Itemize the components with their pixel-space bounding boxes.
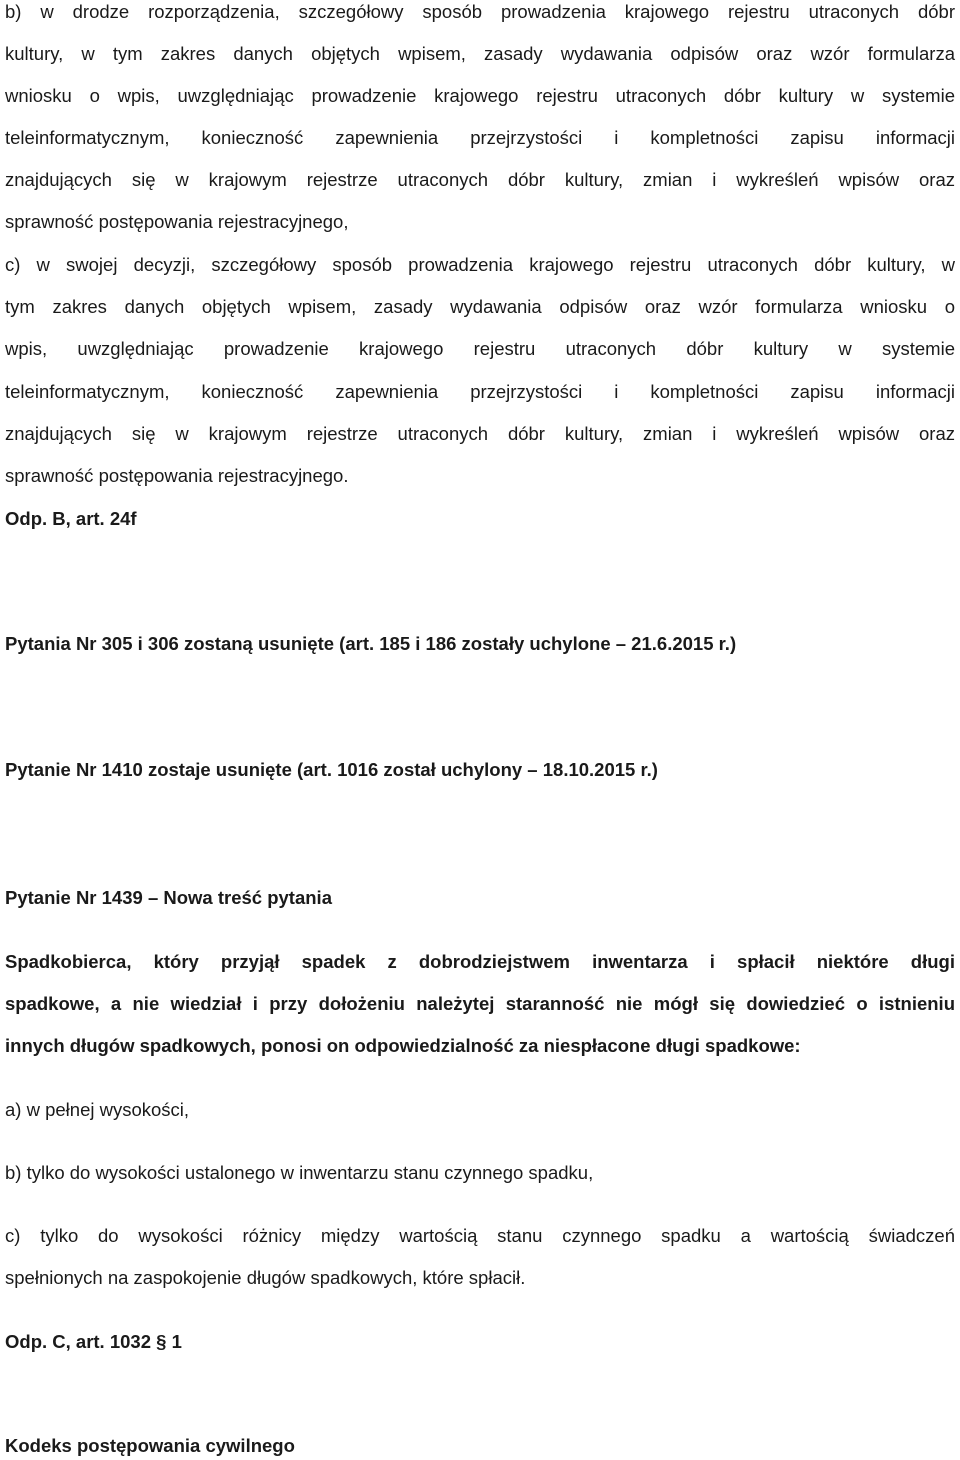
removal-note-1: Pytania Nr 305 i 306 zostaną usunięte (art. 185 i 186 zostały uchylone – 21.6.2015 r.): [5, 633, 737, 654]
option-b-line-3: wniosku o wpis, uwzględniając prowadzenie krajowego rejestru utraconych dóbr kultury w systemie: [5, 85, 955, 106]
answer-reference-2: [5, 1330, 955, 1354]
question-line-2: spadkowe, a nie wiedział i przy dołożeniu należytej staranność nie mógł się dowiedzieć o istnieniu: [5, 993, 955, 1014]
option-c-line-3: wpis, uwzględniając prowadzenie krajowego rejestru utraconych dóbr kultury w systemie: [5, 338, 955, 359]
option-b-line-1: b) w drodze rozporządzenia, szczegółowy sposób prowadzenia krajowego rejestru utraconych dóbr: [5, 1, 955, 22]
answer-reference-2-text: Odp. C, art. 1032: [5, 1331, 151, 1352]
answer-reference-1: Odp. B, art. 24f: [5, 508, 137, 529]
question-line-1: Spadkobierca, który przyjął spadek z dobrodziejstwem inwentarza i spłacił niektóre długi: [5, 951, 955, 972]
answer-option-a: a) w pełnej wysokości,: [5, 1099, 190, 1120]
option-c-line-4: teleinformatycznym, konieczność zapewnienia przejrzystości i kompletności zapisu informacji: [5, 381, 955, 402]
question-heading: Pytanie Nr 1439 – Nowa treść pytania: [5, 887, 332, 908]
answer-reference-2-number: 1: [171, 1331, 182, 1352]
answer-option-c-line-1: c) tylko do wysokości różnicy między wartością stanu czynnego spadku a wartością świadczeń: [5, 1225, 955, 1246]
option-b-line-5: znajdujących się w krajowym rejestrze utraconych dóbr kultury, zmian i wykreśleń wpisów oraz: [5, 169, 955, 190]
answer-option-b: b) tylko do wysokości ustalonego w inwentarzu stanu czynnego spadku,: [5, 1162, 594, 1183]
removal-note-2: Pytanie Nr 1410 zostaje usunięte (art. 1016 został uchylony – 18.10.2015 r.): [5, 759, 658, 780]
section-title: Kodeks postępowania cywilnego: [5, 1435, 295, 1456]
option-c-line-6: sprawność postępowania rejestracyjnego.: [5, 465, 349, 486]
option-c-line-5: znajdujących się w krajowym rejestrze utraconych dóbr kultury, zmian i wykreśleń wpisów oraz: [5, 423, 955, 444]
option-b-line-6: sprawność postępowania rejestracyjnego,: [5, 211, 349, 232]
option-b-line-4: teleinformatycznym, konieczność zapewnienia przejrzystości i kompletności zapisu informacji: [5, 127, 955, 148]
option-b-line-2: kultury, w tym zakres danych objętych wpisem, zasady wydawania odpisów oraz wzór formularza: [5, 43, 955, 64]
option-c-line-1: c) w swojej decyzji, szczegółowy sposób prowadzenia krajowego rejestru utraconych dóbr kultury, w: [5, 254, 955, 275]
question-line-3: innych długów spadkowych, ponosi on odpowiedzialność za niespłacone długi spadkowe:: [5, 1035, 801, 1056]
option-c-line-2: tym zakres danych objętych wpisem, zasady wydawania odpisów oraz wzór formularza wniosku o: [5, 296, 955, 317]
answer-option-c-line-2: spełnionych na zaspokojenie długów spadkowych, które spłacił.: [5, 1267, 526, 1288]
section-sign: §: [156, 1331, 167, 1352]
